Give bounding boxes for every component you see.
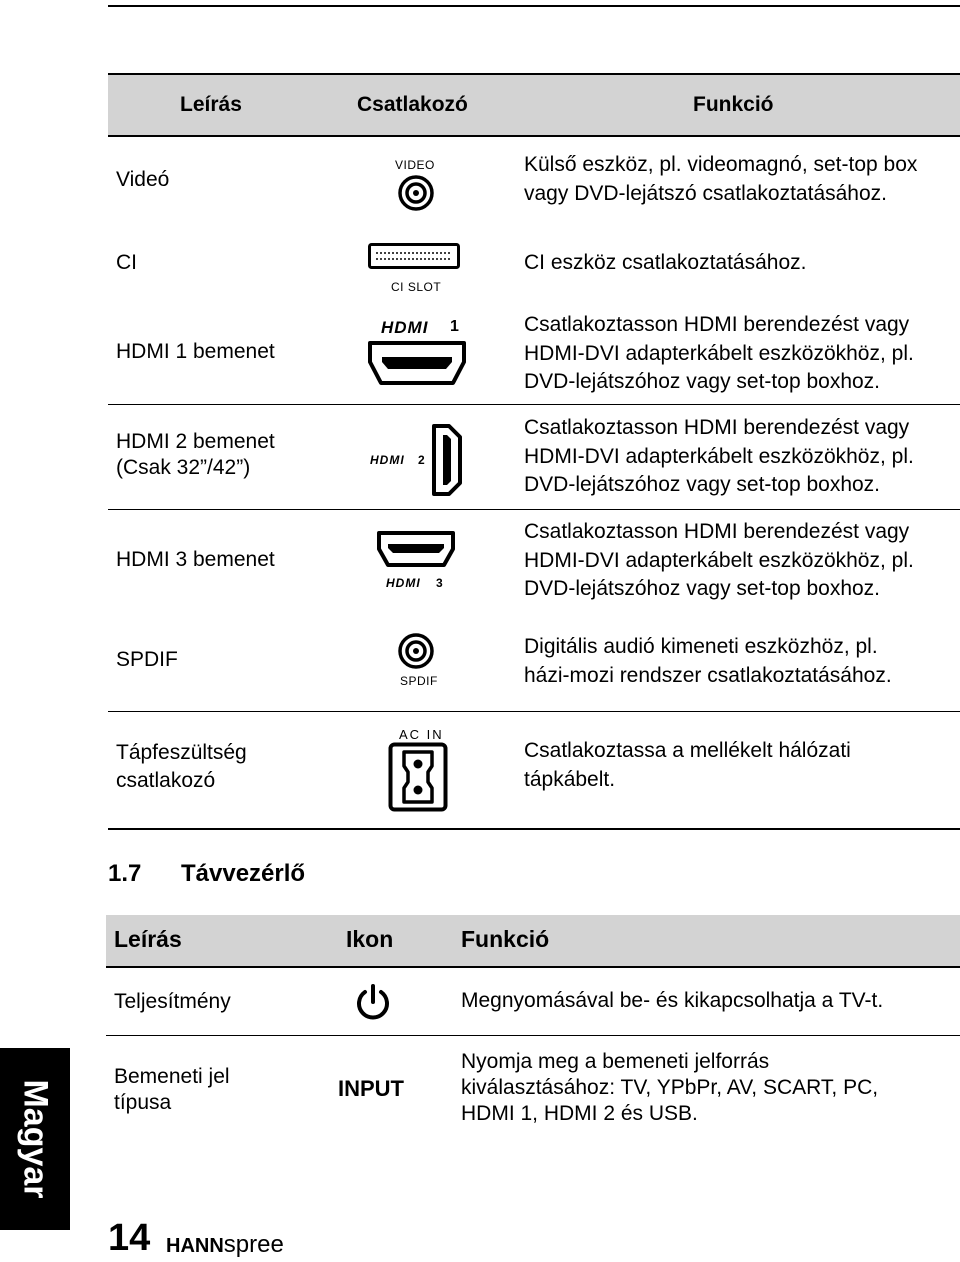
language-side-tab [0,1048,70,1230]
hdmi3-logo: HDMI [386,576,421,590]
header-csatlakozo: Csatlakozó [357,93,468,116]
row-divider-spdif [108,711,960,712]
row-video-func: Külső eszköz, pl. videomagnó, set-top box vagy DVD-lejátszó csatlakoztatásához. [524,153,918,205]
remote-row-power-desc: Teljesítmény [114,990,231,1013]
row-hdmi3-desc: HDMI 3 bemenet [116,548,275,571]
row-hdmi1-func: Csatlakoztasson HDMI berendezést vagy HDMI-DVI adapterkábelt eszközökhöz, pl. DVD-lejátszóhoz vagy set-top boxhoz. [524,313,914,393]
hdmi1-port-number: 1 [450,318,459,335]
row-power-desc: Tápfeszültség csatlakozó [116,741,247,792]
table-bottom-border [108,828,960,830]
page-number: 14 [108,1217,151,1259]
table-top-border [108,5,960,7]
remote-row-divider [106,1035,960,1036]
row-spdif-conn-label: SPDIF [400,674,438,688]
row-hdmi3-func: Csatlakoztasson HDMI berendezést vagy HDMI-DVI adapterkábelt eszközökhöz, pl. DVD-lejátszóhoz vagy set-top boxhoz. [524,520,914,600]
remote-header-funkcio: Funkció [461,926,550,952]
remote-row-input-desc: Bemeneti jel típusa [114,1065,230,1114]
brand-logo-bold: HANN [166,1235,224,1257]
section-title: Távvezérlő [181,860,306,887]
hdmi2-port-number: 2 [418,453,425,467]
row-video-desc: Videó [116,168,170,191]
brand-logo-light: spree [223,1231,284,1258]
rca-jack-icon [398,175,434,211]
section-number: 1.7 [108,860,142,887]
row-ci-conn-label: CI SLOT [391,280,442,294]
row-spdif-desc: SPDIF [116,648,178,671]
remote-row-input-func: Nyomja meg a bemeneti jelforrás kiválasztásához: TV, YPbPr, AV, SCART, PC, HDMI 1, HDMI 2 és USB. [461,1050,879,1125]
row-video-conn-label: VIDEO [395,158,435,172]
header-funkcio: Funkció [693,93,774,116]
input-button-label: INPUT [338,1076,404,1101]
language-side-tab-label: Magyar [16,1079,55,1199]
ac-socket-icon [388,742,448,812]
rca-jack-icon [398,633,434,669]
row-divider-hdmi1 [108,404,960,405]
hdmi2-logo: HDMI [370,453,405,467]
row-ci-func: CI eszköz csatlakoztatásához. [524,251,807,274]
row-power-func: Csatlakoztassa a mellékelt hálózati tápkábelt. [524,739,851,791]
header-leiras: Leírás [180,93,242,116]
row-hdmi2-desc: HDMI 2 bemenet (Csak 32”/42”) [116,430,275,479]
power-icon [355,984,391,1022]
hdmi-port-icon [431,424,463,496]
row-divider-hdmi2 [108,509,960,510]
remote-header-ikon: Ikon [346,926,394,952]
hdmi-port-icon [376,530,456,568]
row-hdmi1-desc: HDMI 1 bemenet [116,340,275,363]
row-ci-desc: CI [116,251,137,274]
ci-slot-icon [368,243,460,269]
table-header-bottom-border [108,135,960,137]
hdmi1-logo: HDMI [381,318,429,337]
hdmi-port-icon [367,340,467,386]
row-spdif-func: Digitális audió kimeneti eszközhöz, pl. házi-mozi rendszer csatlakoztatásához. [524,635,892,687]
hdmi3-port-number: 3 [436,576,443,590]
remote-header-leiras: Leírás [114,926,182,952]
remote-row-power-func: Megnyomásával be- és kikapcsolhatja a TV-t. [461,989,884,1012]
table-header-top-border [108,73,960,75]
brand-logo [166,1232,284,1259]
row-hdmi2-func: Csatlakoztasson HDMI berendezést vagy HDMI-DVI adapterkábelt eszközökhöz, pl. DVD-lejátszóhoz vagy set-top boxhoz. [524,416,914,496]
remote-header-bottom-border [106,966,960,968]
row-power-conn-label: AC IN [399,727,444,742]
